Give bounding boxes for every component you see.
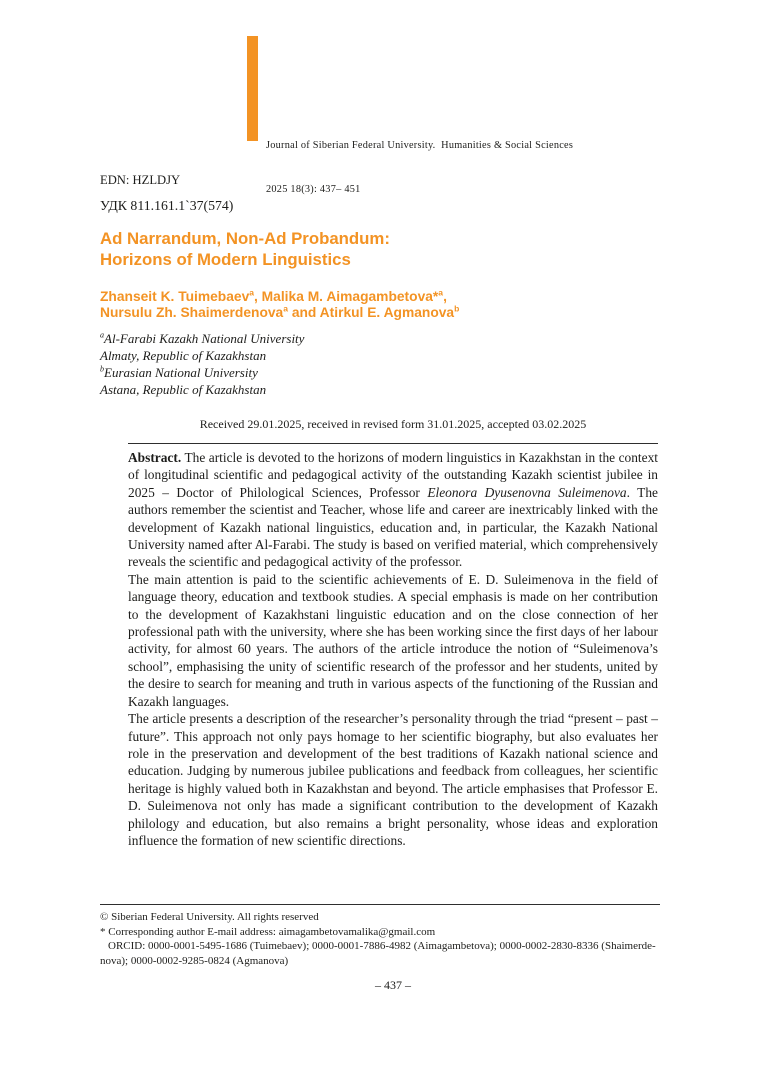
journal-issue: 2025 18(3): 437– 451: [266, 183, 361, 195]
author-line: Nursulu Zh. Shaimerdenova$^a$ and Atirkul E. Agmanova$^b$: [100, 303, 460, 321]
affiliation-list: [100, 330, 304, 398]
orcid-note-line2: nova); 0000-0002-9285-0824 (Agmanova): [100, 954, 289, 967]
abstract-paragraph: The article presents a description of the researcher’s personality through the triad “present – past – future”. This approach not only pays homage to her scientific biography, but also evaluates her role in the preservation and development of the best traditions of Kazakh national science and education. Judging by numerous jubilee publications and feedback from colleagues, her scientific heritage is highly valued both in Kazakhstan and beyond. The article emphasises that Professor E. D. Suleimenova not only has made a significant contribution to the development of Kazakh philology and education, but also remains a bright personality, whose ideas and exploration influence the formation of new scientific directions.: [128, 711, 658, 848]
author-line: Zhanseit K. Tuimebaev$^a$, Malika M. Aimagambetova*$^a$,: [100, 287, 447, 304]
page-number: – 437 –: [375, 978, 411, 992]
author-list: [100, 289, 459, 321]
corresponding-author-note: * Corresponding author E-mail address: aimagambetovamalika@gmail.com: [100, 925, 436, 938]
article-title-line2: Horizons of Modern Linguistics: [100, 249, 351, 269]
journal-accent-bar: [247, 36, 258, 141]
article-title-line1: Ad Narrandum, Non-Ad Probandum:: [100, 229, 390, 248]
journal-name: Journal of Siberian Federal University. Humanities & Social Sciences: [266, 140, 574, 152]
edn-code: EDN: HZLDJY: [100, 173, 181, 187]
abstract-divider: [128, 443, 658, 444]
orcid-note-line1: ORCID: 0000-0001-5495-1686 (Tuimebaev); 0000-0001-7886-4982 (Aimagambetova); 0000-0002-2830-8336 (Shaimerde-: [108, 940, 656, 953]
abstract-paragraph: Abstract. The article is devoted to the horizons of modern linguistics in Kazakhstan in the context of longitudinal scientific and pedagogical activity of the outstanding Kazakh scientist jubilee in 2025 – Doctor of Philological Sciences, Professor Eleonora Dyusenovna Suleimenova. The authors remember the scientist and Teacher, whose life and career are inextricably linked with the development of Kazakh national linguistics, education and, in particular, the Kazakh National University named after Al-Farabi. The study is based on verified material, which comprehensively reveals the scientific and pedagogical activity of the professor.: [128, 450, 658, 570]
affiliation-line: $^a$Al-Farabi Kazakh National University: [100, 330, 305, 346]
udk-code: УДК 811.161.1`37(574): [100, 198, 234, 213]
footnotes: [100, 910, 662, 968]
copyright-note: © Siberian Federal University. All rights reserved: [100, 911, 319, 923]
affiliation-line: Almaty, Republic of Kazakhstan: [100, 348, 267, 363]
affiliation-line: $^b$Eurasian National University: [100, 364, 258, 380]
abstract: [128, 449, 658, 849]
abstract-paragraph: The main attention is paid to the scientific achievements of E. D. Suleimenova in the field of language theory, education and textbook studies. A special emphasis is made on her contribution to the development of Kazakhstani linguistic education and on the close connection of her professional path with the university, where she has been working since the first days of her labour activity, for almost 60 years. The authors of the article introduce the notion of “Suleimenova’s school”, emphasising the unity of scientific research of the professor and her students, united by the desire to search for meaning and truth in various aspects of the functioning of the Russian and Kazakh languages.: [128, 571, 658, 709]
article-title: [100, 229, 390, 270]
footnote-divider: [100, 904, 660, 905]
received-dates: Received 29.01.2025, received in revised form 31.01.2025, accepted 03.02.2025: [199, 417, 587, 431]
affiliation-line: Astana, Republic of Kazakhstan: [100, 382, 267, 397]
journal-header: [266, 110, 573, 227]
